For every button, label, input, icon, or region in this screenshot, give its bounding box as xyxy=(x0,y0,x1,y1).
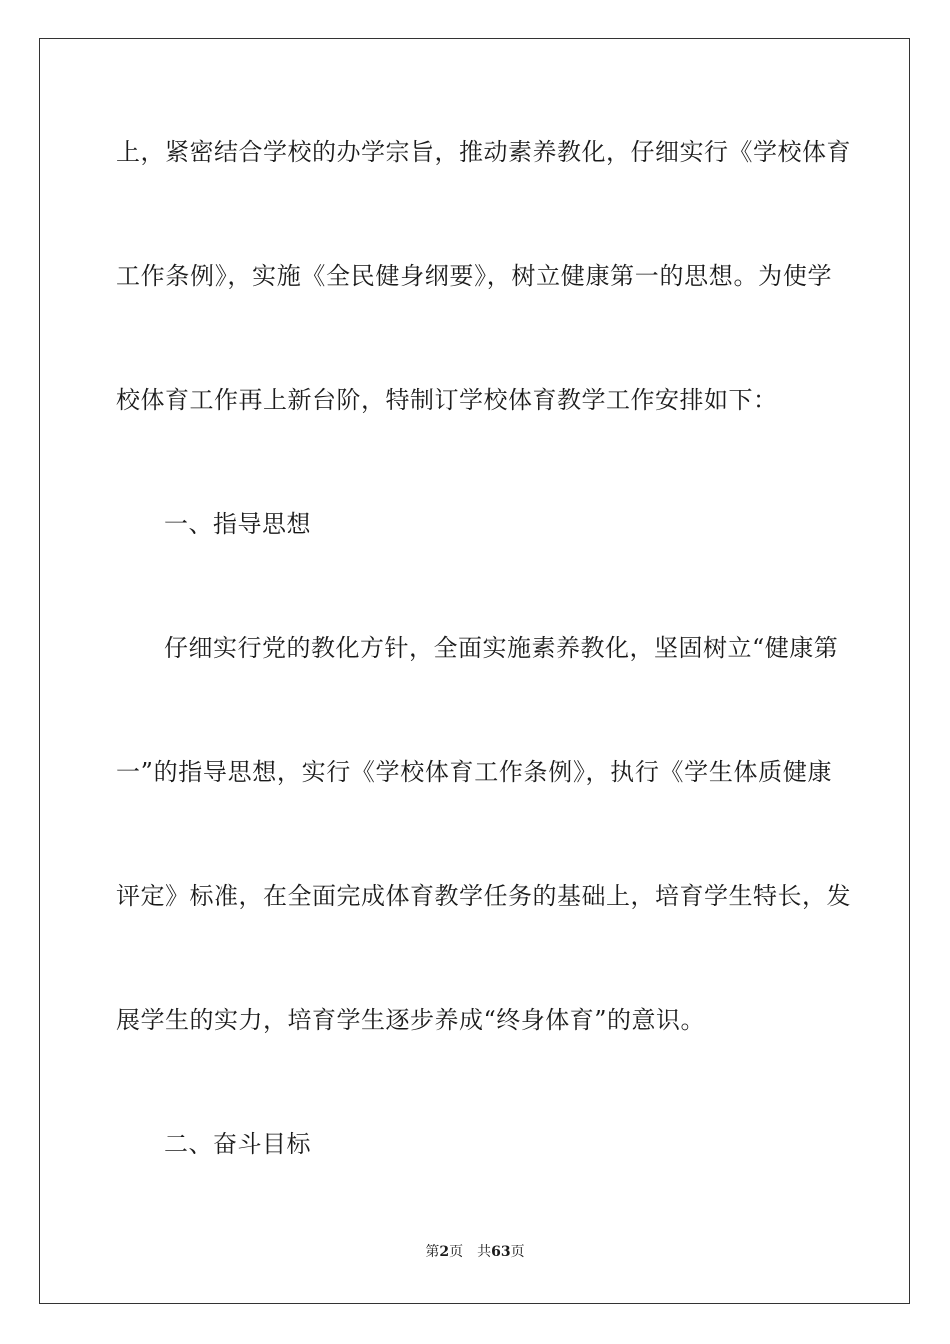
page-footer xyxy=(0,1243,950,1261)
page-border xyxy=(39,38,910,1304)
body-text-line: 工作条例》，实施《全民健身纲要》，树立健康第一的思想。为使学 xyxy=(116,262,832,290)
section-heading: 一、指导思想 xyxy=(164,510,311,538)
body-text-line: 仔细实行党的教化方针，全面实施素养教化，坚固树立“健康第 xyxy=(164,634,839,662)
total-suffix: 页 xyxy=(510,1244,525,1260)
body-text-line: 展学生的实力，培育学生逐步养成“终身体育”的意识。 xyxy=(116,1006,706,1034)
body-text-line: 校体育工作再上新台阶，特制订学校体育教学工作安排如下： xyxy=(116,386,778,414)
page-prefix: 第 xyxy=(425,1244,440,1260)
body-text-line: 一”的指导思想，实行《学校体育工作条例》，执行《学生体质健康 xyxy=(116,758,832,786)
total-prefix: 共 xyxy=(477,1244,492,1260)
body-text-line: 上，紧密结合学校的办学宗旨，推动素养教化，仔细实行《学校体育 xyxy=(116,138,851,166)
page-number: 2 xyxy=(439,1244,450,1260)
body-text-line: 评定》标准，在全面完成体育教学任务的基础上，培育学生特长，发 xyxy=(116,882,851,910)
page-suffix: 页 xyxy=(449,1244,464,1260)
section-heading: 二、奋斗目标 xyxy=(164,1130,311,1158)
total-pages: 63 xyxy=(491,1244,511,1260)
